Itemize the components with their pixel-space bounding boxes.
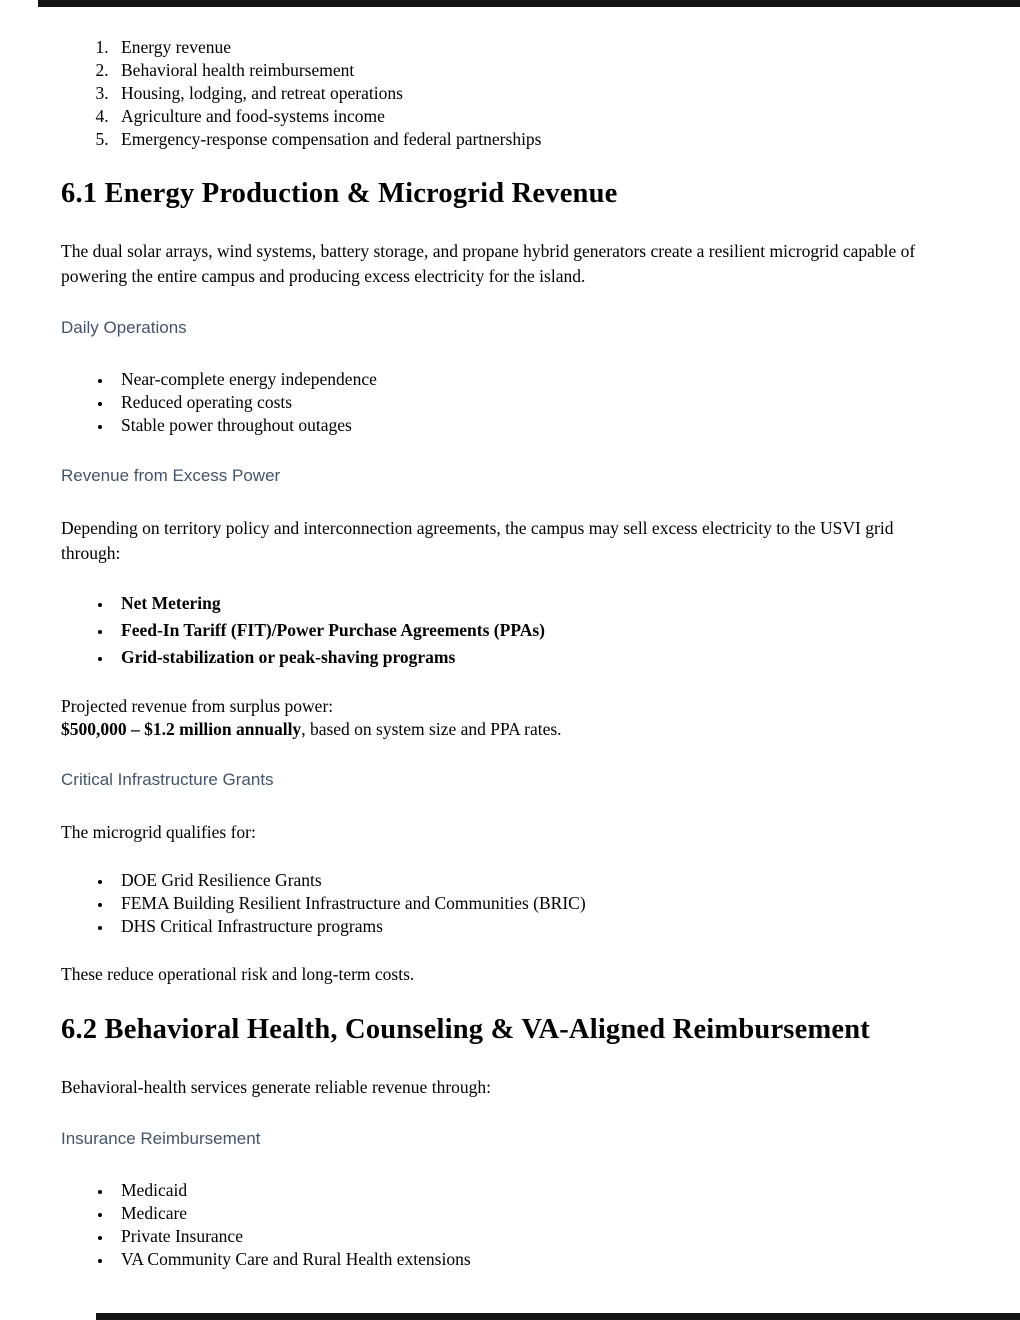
list-item: • Feed-In Tariff (FIT)/Power Purchase Agreements (PPAs) — [113, 617, 954, 644]
list-item: • Net Metering — [113, 590, 954, 617]
sell-mechanisms-bullet-list — [61, 590, 954, 671]
projection-amount: $500,000 – $1.2 million annually — [61, 719, 302, 739]
list-item: • DHS Critical Infrastructure programs — [113, 915, 954, 938]
daily-operations-subheading: Daily Operations — [61, 318, 187, 337]
insurance-reimbursement-subheading: Insurance Reimbursement — [61, 1129, 261, 1148]
grants-intro-paragraph: The microgrid qualifies for: — [61, 822, 256, 842]
projection-paragraph — [61, 695, 954, 741]
list-item: 2. Behavioral health reimbursement — [113, 59, 954, 82]
section-6-1-heading: 6.1 Energy Production & Microgrid Revenue — [61, 178, 618, 209]
daily-operations-bullet-list — [61, 368, 954, 437]
list-item: • Private Insurance — [113, 1225, 954, 1248]
revenue-streams-numbered-list — [61, 36, 954, 151]
projection-rest: , based on system size and PPA rates. — [301, 719, 562, 739]
list-item: • Medicaid — [113, 1179, 954, 1202]
list-item: 3. Housing, lodging, and retreat operations — [113, 82, 954, 105]
list-item: • Medicare — [113, 1202, 954, 1225]
revenue-excess-intro-paragraph: Depending on territory policy and interconnection agreements, the campus may sell excess electricity to the USVI grid through: — [61, 518, 894, 563]
page-edge-bottom — [96, 1313, 1020, 1320]
page-edge-top — [38, 0, 1020, 7]
critical-infrastructure-grants-subheading: Critical Infrastructure Grants — [61, 770, 274, 789]
list-item: • Near-complete energy independence — [113, 368, 954, 391]
list-item: • VA Community Care and Rural Health extensions — [113, 1248, 954, 1271]
list-item: • Stable power throughout outages — [113, 414, 954, 437]
list-item: • Grid-stabilization or peak-shaving programs — [113, 644, 954, 671]
list-item: 5. Emergency-response compensation and federal partnerships — [113, 128, 954, 151]
section-6-1-intro-paragraph: The dual solar arrays, wind systems, battery storage, and propane hybrid generators create a resilient microgrid capable of powering the entire campus and producing excess electricity for the island. — [61, 241, 916, 286]
projection-label: Projected revenue from surplus power: — [61, 696, 334, 716]
grants-bullet-list — [61, 869, 954, 938]
revenue-excess-power-subheading: Revenue from Excess Power — [61, 466, 281, 485]
section-6-2-heading: 6.2 Behavioral Health, Counseling & VA-Aligned Reimbursement — [61, 1014, 870, 1045]
list-item: • FEMA Building Resilient Infrastructure and Communities (BRIC) — [113, 892, 954, 915]
list-item: • Reduced operating costs — [113, 391, 954, 414]
list-item: • DOE Grid Resilience Grants — [113, 869, 954, 892]
insurance-bullet-list — [61, 1179, 954, 1271]
grants-outro-paragraph: These reduce operational risk and long-term costs. — [61, 964, 415, 984]
list-item: 4. Agriculture and food-systems income — [113, 105, 954, 128]
section-6-2-intro-paragraph: Behavioral-health services generate reliable revenue through: — [61, 1077, 492, 1097]
list-item: 1. Energy revenue — [113, 36, 954, 59]
